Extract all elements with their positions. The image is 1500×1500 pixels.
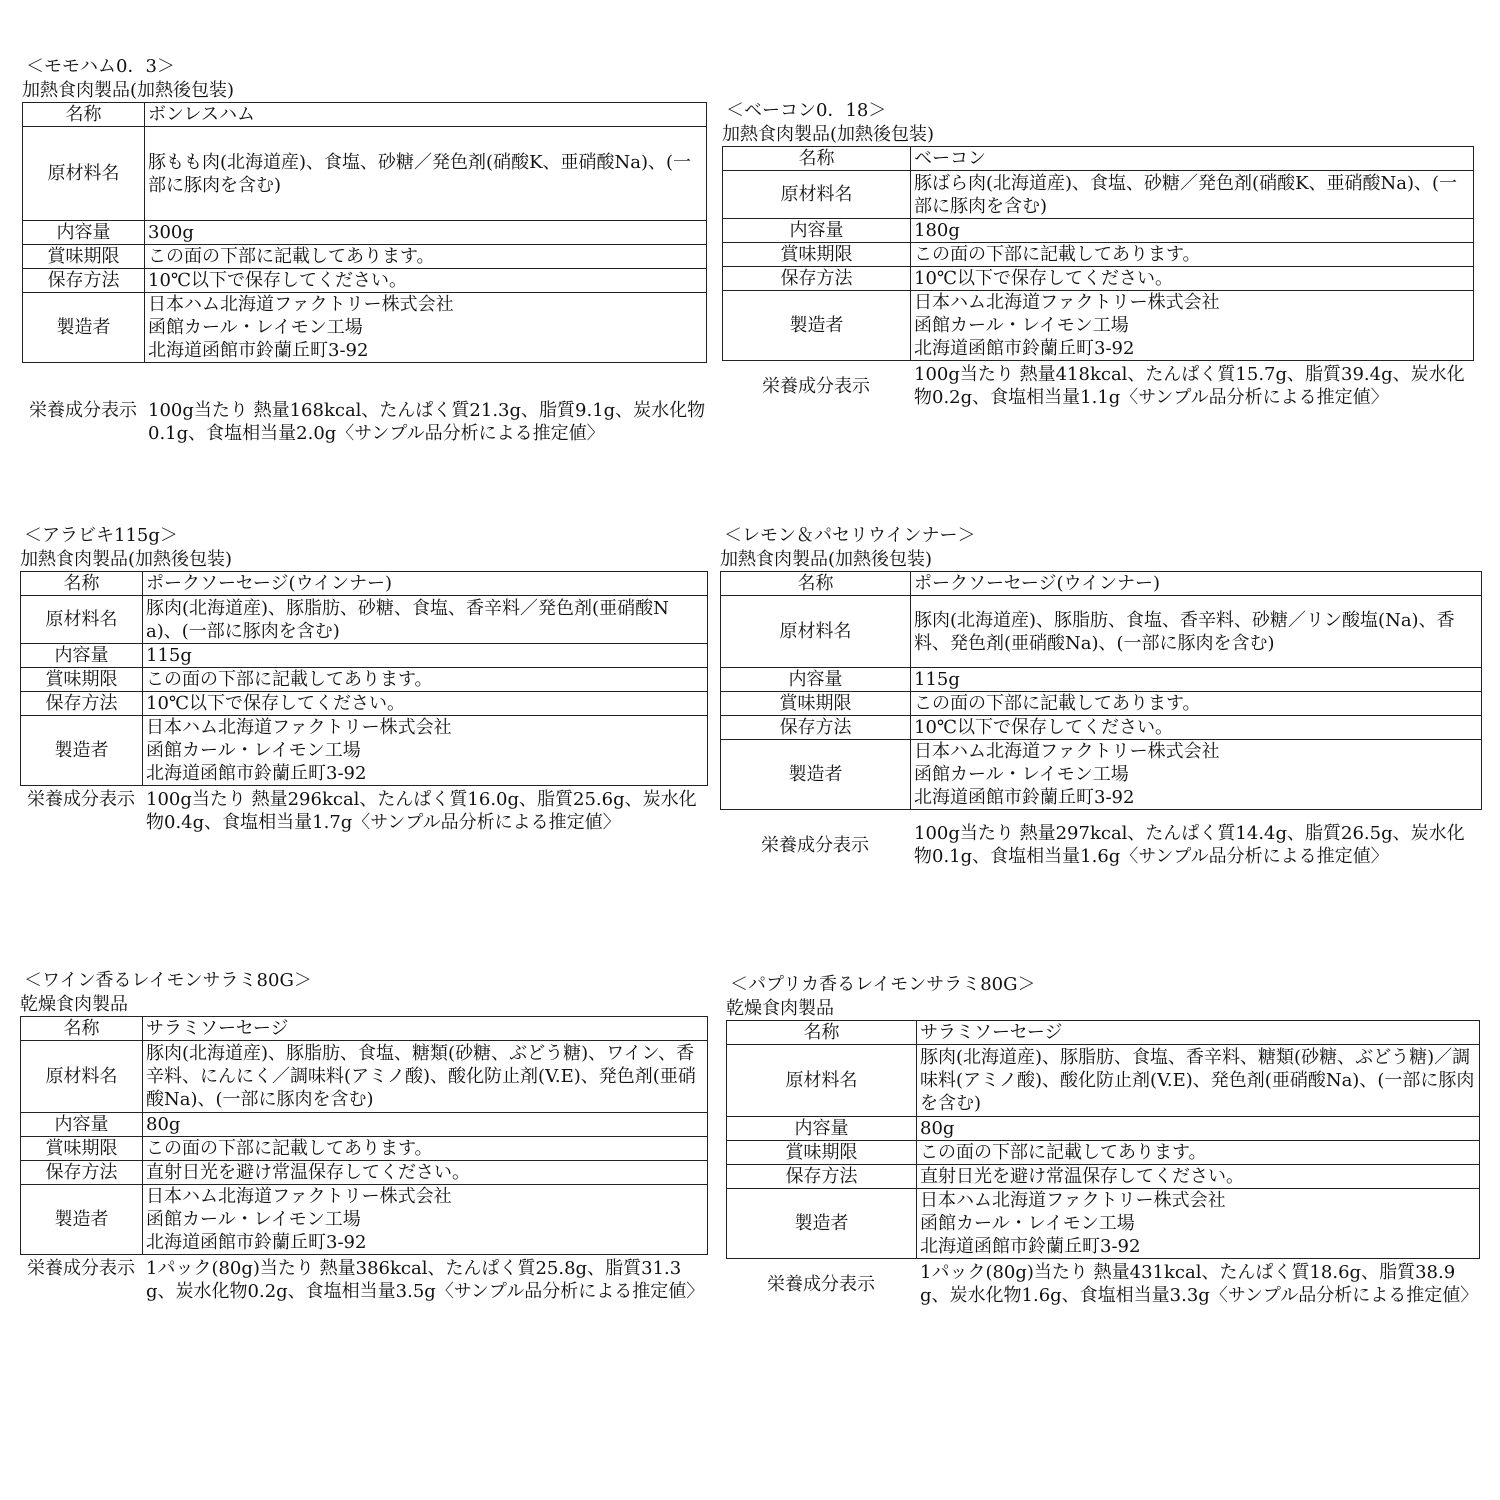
panel-category: 加熱食肉製品(加熱後包装) (22, 80, 235, 101)
ingredients-value: 豚肉(北海道産)、豚脂肪、砂糖、食塩、香辛料／発色剤(亜硝酸Na)、(一部に豚肉を含む) (143, 596, 708, 644)
panel-title: ＜パプリカ香るレイモンサラミ80G＞ (730, 974, 1036, 995)
label-panel-momo-ham (22, 56, 707, 445)
nutrition-label: 栄養成分表示 (29, 400, 137, 421)
manufacturer-label: 製造者 (723, 291, 911, 361)
best-before-value: この面の下部に記載してあります。 (143, 1137, 708, 1161)
panel-category: 乾燥食肉製品 (20, 994, 128, 1015)
panel-category: 加熱食肉製品(加熱後包装) (20, 549, 233, 570)
best-before-value: この面の下部に記載してあります。 (145, 245, 707, 269)
nutrition-value: 100g当たり 熱量297kcal、たんぱく質14.4g、脂質26.5g、炭水化物0.1g、食塩相当量1.6g〈サンプル品分析による推定値〉 (914, 823, 1465, 867)
ingredients-value: 豚肉(北海道産)、豚脂肪、食塩、香辛料、砂糖／リン酸塩(Na)、香料、発色剤(亜硝酸Na)、(一部に豚肉を含む) (911, 596, 1482, 668)
nutrition-value: 1パック(80g)当たり 熱量386kcal、たんぱく質25.8g、脂質31.3g、炭水化物0.2g、食塩相当量3.5g〈サンプル品分析による推定値〉 (146, 1258, 705, 1302)
name-label: 名称 (21, 1017, 143, 1041)
manufacturer-factory: 函館カール・レイモン工場 (146, 1209, 361, 1230)
name-label: 名称 (21, 572, 143, 596)
name-value: ボンレスハム (145, 103, 707, 127)
nutrition-value: 1パック(80g)当たり 熱量431kcal、たんぱく質18.6g、脂質38.9g、炭水化物1.6g、食塩相当量3.3g〈サンプル品分析による推定値〉 (920, 1262, 1479, 1306)
nutrition-label: 栄養成分表示 (762, 375, 870, 397)
best-before-value: この面の下部に記載してあります。 (143, 668, 708, 692)
manufacturer-address: 北海道函館市鈴蘭丘町3-92 (920, 1236, 1141, 1257)
storage-label: 保存方法 (721, 716, 911, 740)
manufacturer-value (917, 1189, 1480, 1259)
manufacturer-value (143, 1185, 708, 1255)
storage-label: 保存方法 (21, 1161, 143, 1185)
ingredients-value: 豚ばら肉(北海道産)、食塩、砂糖／発色剤(硝酸K、亜硝酸Na)、(一部に豚肉を含む) (911, 171, 1474, 219)
best-before-value: この面の下部に記載してあります。 (911, 243, 1474, 267)
spec-table (720, 571, 1482, 810)
best-before-label: 賞味期限 (23, 245, 145, 269)
label-panel-wine-salami (20, 970, 708, 1303)
label-panel-bacon (722, 100, 1474, 409)
manufacturer-value (911, 291, 1474, 361)
nutrition-value: 100g当たり 熱量418kcal、たんぱく質15.7g、脂質39.4g、炭水化物0.2g、食塩相当量1.1g〈サンプル品分析による推定値〉 (914, 364, 1465, 408)
manufacturer-factory: 函館カール・レイモン工場 (914, 764, 1129, 785)
content-label: 内容量 (23, 221, 145, 245)
manufacturer-value (911, 740, 1482, 810)
best-before-value: この面の下部に記載してあります。 (911, 692, 1482, 716)
name-value: サラミソーセージ (917, 1021, 1480, 1045)
storage-value: 10℃以下で保存してください。 (143, 692, 708, 716)
content-value: 180g (911, 219, 1474, 243)
storage-value: 直射日光を避け常温保存してください。 (917, 1165, 1480, 1189)
ingredients-label: 原材料名 (727, 1045, 917, 1117)
content-value: 80g (917, 1117, 1480, 1141)
name-value: サラミソーセージ (143, 1017, 708, 1041)
manufacturer-label: 製造者 (727, 1189, 917, 1259)
spec-table (20, 1016, 708, 1255)
manufacturer-factory: 函館カール・レイモン工場 (148, 317, 363, 338)
label-panel-lemon-parsley (720, 525, 1482, 868)
best-before-label: 賞味期限 (727, 1141, 917, 1165)
ingredients-value: 豚もも肉(北海道産)、食塩、砂糖／発色剤(硝酸K、亜硝酸Na)、(一部に豚肉を含む) (145, 127, 707, 221)
spec-table (22, 102, 707, 363)
panel-title: ＜ワイン香るレイモンサラミ80G＞ (24, 970, 312, 991)
manufacturer-label: 製造者 (21, 1185, 143, 1255)
nutrition-label: 栄養成分表示 (27, 789, 135, 810)
name-value: ベーコン (911, 147, 1474, 171)
panel-title: ＜モモハム0．3＞ (26, 56, 175, 77)
manufacturer-factory: 函館カール・レイモン工場 (146, 740, 361, 761)
panel-category: 加熱食肉製品(加熱後包装) (722, 124, 935, 145)
content-value: 115g (911, 668, 1482, 692)
ingredients-value: 豚肉(北海道産)、豚脂肪、食塩、糖類(砂糖、ぶどう糖)、ワイン、香辛料、にんにく／調味料(アミノ酸)、酸化防止剤(V.E)、発色剤(亜硝酸Na)、(一部に豚肉を含む) (143, 1041, 708, 1113)
storage-value: 10℃以下で保存してください。 (911, 267, 1474, 291)
manufacturer-address: 北海道函館市鈴蘭丘町3-92 (914, 787, 1135, 808)
panel-category: 加熱食肉製品(加熱後包装) (720, 549, 933, 570)
nutrition-row (22, 399, 707, 445)
nutrition-row (720, 822, 1482, 868)
ingredients-label: 原材料名 (23, 127, 145, 221)
nutrition-value: 100g当たり 熱量296kcal、たんぱく質16.0g、脂質25.6g、炭水化物0.4g、食塩相当量1.7g〈サンプル品分析による推定値〉 (146, 789, 697, 833)
manufacturer-factory: 函館カール・レイモン工場 (914, 315, 1129, 336)
name-label: 名称 (727, 1021, 917, 1045)
content-value: 80g (143, 1113, 708, 1137)
storage-label: 保存方法 (727, 1165, 917, 1189)
label-panel-paprika-salami (726, 974, 1480, 1307)
manufacturer-label: 製造者 (21, 716, 143, 786)
content-label: 内容量 (21, 1113, 143, 1137)
content-value: 115g (143, 644, 708, 668)
manufacturer-company: 日本ハム北海道ファクトリー株式会社 (914, 741, 1220, 762)
name-label: 名称 (23, 103, 145, 127)
storage-value: 10℃以下で保存してください。 (911, 716, 1482, 740)
best-before-label: 賞味期限 (21, 1137, 143, 1161)
manufacturer-company: 日本ハム北海道ファクトリー株式会社 (914, 292, 1220, 313)
manufacturer-factory: 函館カール・レイモン工場 (920, 1213, 1135, 1234)
storage-label: 保存方法 (23, 269, 145, 293)
manufacturer-company: 日本ハム北海道ファクトリー株式会社 (146, 717, 452, 738)
best-before-value: この面の下部に記載してあります。 (917, 1141, 1480, 1165)
manufacturer-label: 製造者 (721, 740, 911, 810)
panel-title: ＜レモン＆パセリウインナー＞ (724, 525, 976, 546)
ingredients-label: 原材料名 (21, 596, 143, 644)
manufacturer-company: 日本ハム北海道ファクトリー株式会社 (146, 1186, 452, 1207)
best-before-label: 賞味期限 (723, 243, 911, 267)
name-label: 名称 (721, 572, 911, 596)
panel-category: 乾燥食肉製品 (726, 998, 834, 1019)
panel-title: ＜ベーコン0．18＞ (726, 100, 887, 121)
manufacturer-value (145, 293, 707, 363)
manufacturer-label: 製造者 (23, 293, 145, 363)
spec-table (726, 1020, 1480, 1259)
nutrition-value: 100g当たり 熱量168kcal、たんぱく質21.3g、脂質9.1g、炭水化物0.1g、食塩相当量2.0g〈サンプル品分析による推定値〉 (148, 400, 706, 444)
nutrition-row (726, 1261, 1480, 1307)
ingredients-value: 豚肉(北海道産)、豚脂肪、食塩、香辛料、糖類(砂糖、ぶどう糖)／調味料(アミノ酸)、酸化防止剤(V.E)、発色剤(亜硝酸Na)、(一部に豚肉を含む) (917, 1045, 1480, 1117)
best-before-label: 賞味期限 (721, 692, 911, 716)
spec-table (20, 571, 708, 786)
manufacturer-address: 北海道函館市鈴蘭丘町3-92 (146, 1232, 367, 1253)
nutrition-row (20, 788, 708, 834)
ingredients-label: 原材料名 (721, 596, 911, 668)
nutrition-label: 栄養成分表示 (767, 1273, 875, 1295)
content-label: 内容量 (21, 644, 143, 668)
content-label: 内容量 (723, 219, 911, 243)
ingredients-label: 原材料名 (21, 1041, 143, 1113)
nutrition-row (20, 1257, 708, 1303)
manufacturer-value (143, 716, 708, 786)
nutrition-label: 栄養成分表示 (761, 834, 869, 856)
manufacturer-address: 北海道函館市鈴蘭丘町3-92 (148, 340, 369, 361)
name-value: ポークソーセージ(ウインナー) (911, 572, 1482, 596)
storage-value: 10℃以下で保存してください。 (145, 269, 707, 293)
nutrition-row (722, 363, 1474, 409)
manufacturer-address: 北海道函館市鈴蘭丘町3-92 (914, 338, 1135, 359)
content-label: 内容量 (727, 1117, 917, 1141)
manufacturer-company: 日本ハム北海道ファクトリー株式会社 (148, 294, 454, 315)
manufacturer-address: 北海道函館市鈴蘭丘町3-92 (146, 763, 367, 784)
name-value: ポークソーセージ(ウインナー) (143, 572, 708, 596)
storage-label: 保存方法 (723, 267, 911, 291)
name-label: 名称 (723, 147, 911, 171)
label-panel-arabiki (20, 525, 708, 834)
manufacturer-company: 日本ハム北海道ファクトリー株式会社 (920, 1190, 1226, 1211)
storage-value: 直射日光を避け常温保存してください。 (143, 1161, 708, 1185)
best-before-label: 賞味期限 (21, 668, 143, 692)
ingredients-label: 原材料名 (723, 171, 911, 219)
content-label: 内容量 (721, 668, 911, 692)
storage-label: 保存方法 (21, 692, 143, 716)
content-value: 300g (145, 221, 707, 245)
spec-table (722, 146, 1474, 361)
panel-title: ＜アラビキ115g＞ (24, 525, 178, 546)
nutrition-label: 栄養成分表示 (27, 1258, 135, 1279)
